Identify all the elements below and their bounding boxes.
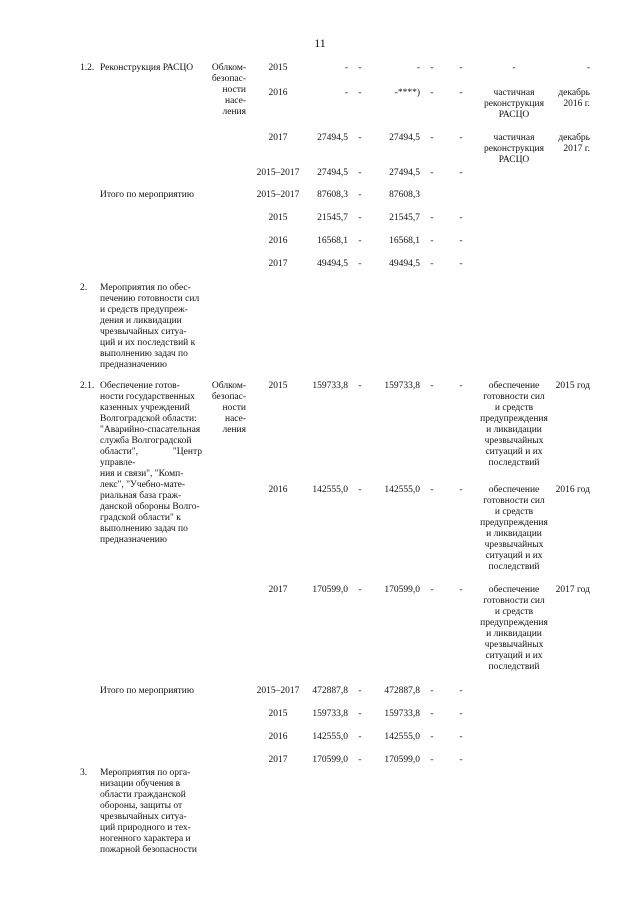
row-1-2-0-year: 2015	[268, 63, 288, 73]
item-name: Реконструкция РАСЦО	[100, 63, 194, 73]
row-2-1-1-result: обеспечение готовности сил и средств предупреждения и ликвидации чрезвычайных ситуаций и их последствий	[480, 485, 548, 572]
row-1-2-0-total: -	[344, 63, 348, 73]
total-2-row-1-federal: -	[358, 709, 362, 719]
row-2-1-0-total: 159733,8	[312, 381, 348, 391]
total-1-row-0-federal: -	[358, 190, 362, 200]
row-2-1-1-extrabudget: -	[459, 485, 463, 495]
item-number: 2.	[80, 283, 88, 293]
total-1-row-2-federal: -	[358, 236, 362, 246]
total-1-row-1-federal: -	[358, 213, 362, 223]
total-2-row-0-regional: 472887,8	[384, 686, 420, 696]
total-2-row-0-federal: -	[358, 686, 362, 696]
row-1-2-2-regional: 27494,5	[389, 133, 420, 143]
total-1-row-2-regional: 16568,1	[389, 236, 420, 246]
row-2-1-1-regional: 142555,0	[384, 485, 420, 495]
item-name: Мероприятия по обес- печению готовности сил и средств предупреж- дения и ликвидации чрезвычайных ситуа- ций и их последствий к выполнению задач по предназначению	[100, 283, 200, 370]
row-2-1-0-federal: -	[358, 381, 362, 391]
total-1-row-3-year: 2017	[268, 259, 288, 269]
total-1-row-3-regional: 49494,5	[389, 259, 420, 269]
total-1-row-1-total: 21545,7	[317, 213, 348, 223]
total-1-row-1-year: 2015	[268, 213, 288, 223]
total-2-row-3-year: 2017	[268, 755, 288, 765]
executor: Облком- безопас- ности насе- ления	[211, 63, 246, 117]
total-2-row-1-regional: 159733,8	[384, 709, 420, 719]
total-2-row-2-total: 142555,0	[312, 732, 348, 742]
total-1-row-2-local: -	[430, 236, 434, 246]
total-1-row-3-federal: -	[358, 259, 362, 269]
row-2-1-2-term: 2017 год	[555, 585, 590, 595]
row-2-1-2-year: 2017	[268, 585, 288, 595]
row-2-1-1-term: 2016 год	[555, 485, 590, 495]
row-1-2-2-total: 27494,5	[317, 133, 348, 143]
row-1-2-3-year: 2015–2017	[256, 168, 300, 178]
row-1-2-3-regional: 27494,5	[389, 168, 420, 178]
row-1-2-0-term: -	[586, 63, 590, 73]
total-1-row-1-regional: 21545,7	[389, 213, 420, 223]
row-1-2-1-federal: -	[358, 88, 362, 98]
row-2-1-0-regional: 159733,8	[384, 381, 420, 391]
row-1-2-1-term: декабрь 2016 г.	[558, 88, 590, 109]
row-2-1-2-federal: -	[358, 585, 362, 595]
total-2-row-3-local: -	[430, 755, 434, 765]
row-1-2-2-extrabudget: -	[459, 133, 463, 143]
total-label: Итого по мероприятию	[100, 190, 194, 200]
row-1-2-1-year: 2016	[268, 88, 288, 98]
row-2-1-2-extrabudget: -	[459, 585, 463, 595]
total-2-row-3-total: 170599,0	[312, 755, 348, 765]
row-1-2-0-result: -	[512, 63, 516, 73]
total-2-row-1-year: 2015	[268, 709, 288, 719]
total-2-row-2-extrabudget: -	[459, 732, 463, 742]
row-2-1-1-local: -	[430, 485, 434, 495]
total-2-row-2-local: -	[430, 732, 434, 742]
row-1-2-2-year: 2017	[268, 133, 288, 143]
item-number: 1.2.	[80, 63, 95, 73]
total-2-row-1-total: 159733,8	[312, 709, 348, 719]
total-2-row-1-local: -	[430, 709, 434, 719]
total-1-row-2-extrabudget: -	[459, 236, 463, 246]
row-1-2-0-federal: -	[358, 63, 362, 73]
total-2-row-2-year: 2016	[268, 732, 288, 742]
page-number: 11	[314, 36, 326, 50]
total-2-row-0-total: 472887,8	[312, 686, 348, 696]
row-2-1-0-extrabudget: -	[459, 381, 463, 391]
total-2-row-3-federal: -	[358, 755, 362, 765]
row-1-2-2-federal: -	[358, 133, 362, 143]
row-2-1-2-result: обеспечение готовности сил и средств предупреждения и ликвидации чрезвычайных ситуаций и их последствий	[480, 585, 548, 672]
total-1-row-0-total: 87608,3	[317, 190, 348, 200]
row-1-2-0-extrabudget: -	[459, 63, 463, 73]
row-1-2-3-federal: -	[358, 168, 362, 178]
row-1-2-1-result: частичная реконструкция РАСЦО	[484, 88, 544, 120]
total-1-row-1-local: -	[430, 213, 434, 223]
row-1-2-0-regional: -	[416, 63, 420, 73]
total-1-row-3-extrabudget: -	[459, 259, 463, 269]
row-1-2-3-local: -	[430, 168, 434, 178]
row-1-2-3-total: 27494,5	[317, 168, 348, 178]
total-1-row-3-total: 49494,5	[317, 259, 348, 269]
total-2-row-2-federal: -	[358, 732, 362, 742]
row-2-1-2-local: -	[430, 585, 434, 595]
total-1-row-2-year: 2016	[268, 236, 288, 246]
row-1-2-0-local: -	[430, 63, 434, 73]
total-2-row-0-year: 2015–2017	[256, 686, 300, 696]
row-1-2-1-local: -	[430, 88, 434, 98]
row-2-1-0-local: -	[430, 381, 434, 391]
total-2-row-2-regional: 142555,0	[384, 732, 420, 742]
row-2-1-2-total: 170599,0	[312, 585, 348, 595]
row-2-1-2-regional: 170599,0	[384, 585, 420, 595]
row-1-2-1-regional: -****)	[394, 88, 420, 98]
row-1-2-1-extrabudget: -	[459, 88, 463, 98]
total-1-row-0-regional: 87608,3	[389, 190, 420, 200]
total-1-row-0-year: 2015–2017	[256, 190, 300, 200]
row-2-1-1-year: 2016	[268, 485, 288, 495]
executor: Облком- безопас- ности насе- ления	[211, 381, 246, 435]
row-2-1-0-result: обеспечение готовности сил и средств предупреждения и ликвидации чрезвычайных ситуаций и их последствий	[480, 381, 548, 468]
item-name: Обеспечение готов- ности государственных казенных учреждений Волгоградской области: "Аварийно-спасательная служба Волгоградской области", "Центр управле- ния и связи", "Комп- лекс", "Учебно-мате- риальная база граж- данской обороны Волго- градской области" к выполнению задач по предназначению	[100, 381, 202, 545]
total-1-row-1-extrabudget: -	[459, 213, 463, 223]
row-1-2-3-extrabudget: -	[459, 168, 463, 178]
row-2-1-1-total: 142555,0	[312, 485, 348, 495]
total-2-row-0-extrabudget: -	[459, 686, 463, 696]
total-2-row-3-extrabudget: -	[459, 755, 463, 765]
row-1-2-2-local: -	[430, 133, 434, 143]
row-1-2-2-result: частичная реконструкция РАСЦО	[484, 133, 544, 165]
item-number: 3.	[80, 768, 88, 778]
row-1-2-1-total: -	[344, 88, 348, 98]
total-2-row-3-regional: 170599,0	[384, 755, 420, 765]
row-2-1-1-federal: -	[358, 485, 362, 495]
total-1-row-3-local: -	[430, 259, 434, 269]
row-2-1-0-year: 2015	[268, 381, 288, 391]
total-label: Итого по мероприятию	[100, 686, 194, 696]
item-name: Мероприятия по орга- низации обучения в области гражданской обороны, защиты от чрезвычайных ситуа- ций природного и тех- ногенного характера и пожарной безопасности	[100, 768, 197, 855]
total-2-row-0-local: -	[430, 686, 434, 696]
total-1-row-2-total: 16568,1	[317, 236, 348, 246]
total-2-row-1-extrabudget: -	[459, 709, 463, 719]
row-1-2-2-term: декабрь 2017 г.	[558, 133, 590, 154]
row-2-1-0-term: 2015 год	[555, 381, 590, 391]
item-number: 2.1.	[80, 381, 95, 391]
